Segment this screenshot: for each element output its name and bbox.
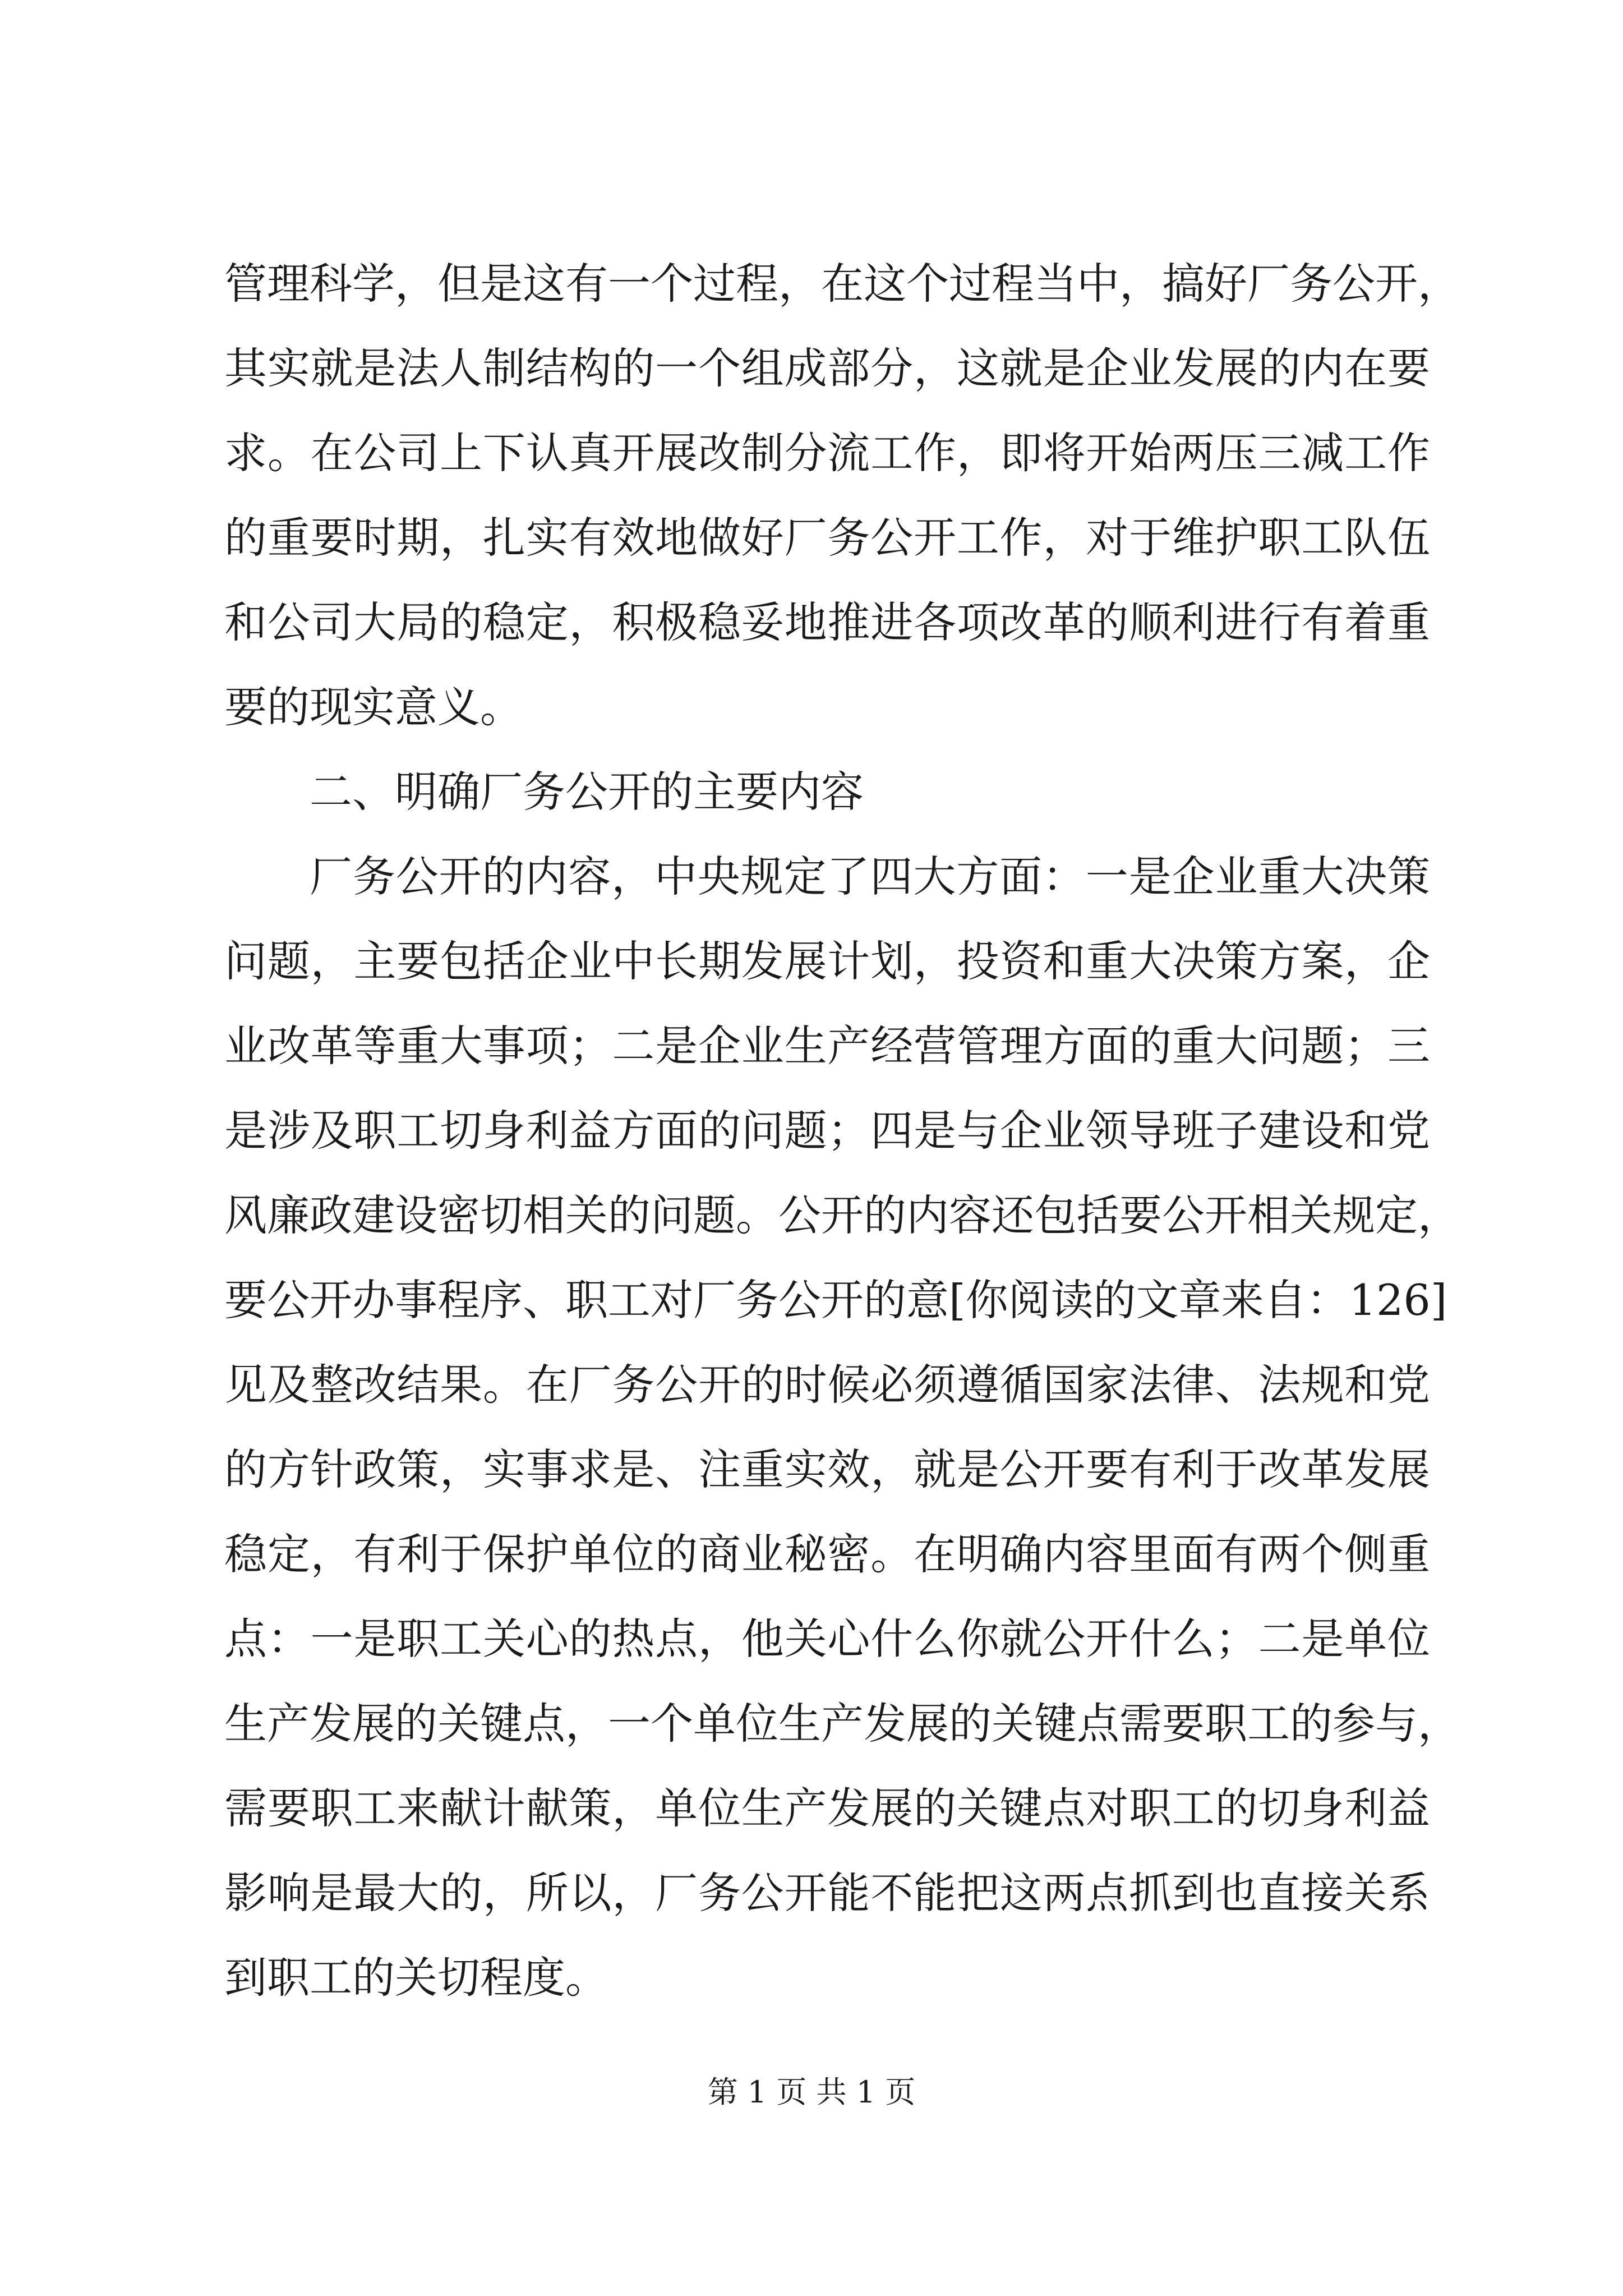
document-body — [224, 241, 1460, 2020]
text-line: 问题，主要包括企业中长期发展计划，投资和重大决策方案，企 — [224, 936, 1430, 986]
section-heading: 二、明确厂务公开的主要内容 — [310, 767, 864, 817]
text-line: 其实就是法人制结构的一个组成部分，这就是企业发展的内在要 — [224, 343, 1430, 393]
page-number-footer: 第 1 页 共 1 页 — [707, 2074, 916, 2110]
text-line: 点：一是职工关心的热点，他关心什么你就公开什么；二是单位 — [224, 1614, 1430, 1664]
text-line: 要的现实意义。 — [224, 682, 523, 732]
text-line: 风廉政建设密切相关的问题。公开的内容还包括要公开相关规定， — [224, 1190, 1460, 1240]
text-line: 厂务公开的内容，中央规定了四大方面：一是企业重大决策 — [310, 852, 1430, 901]
text-line: 的方针政策，实事求是、注重实效，就是公开要有利于改革发展 — [224, 1444, 1430, 1494]
text-line: 到职工的关切程度。 — [224, 1953, 608, 2003]
text-line: 需要职工来献计献策，单位生产发展的关键点对职工的切身利益 — [224, 1783, 1430, 1833]
text-line: 影响是最大的，所以，厂务公开能不能把这两点抓到也直接关系 — [224, 1868, 1430, 1918]
text-line: 求。在公司上下认真开展改制分流工作，即将开始两压三减工作 — [224, 428, 1430, 478]
text-line: 生产发展的关键点，一个单位生产发展的关键点需要职工的参与， — [224, 1699, 1460, 1749]
text-line: 稳定，有利于保护单位的商业秘密。在明确内容里面有两个侧重 — [224, 1529, 1430, 1579]
text-line: 要公开办事程序、职工对厂务公开的意[你阅读的文章来自：126] — [224, 1275, 1447, 1325]
text-line: 和公司大局的稳定，积极稳妥地推进各项改革的顺利进行有着重 — [224, 597, 1430, 647]
text-line: 业改革等重大事项；二是企业生产经营管理方面的重大问题；三 — [224, 1021, 1430, 1071]
text-line: 是涉及职工切身利益方面的问题；四是与企业领导班子建设和党 — [224, 1106, 1430, 1156]
text-line: 的重要时期，扎实有效地做好厂务公开工作，对于维护职工队伍 — [224, 513, 1430, 563]
text-line: 见及整改结果。在厂务公开的时候必须遵循国家法律、法规和党 — [224, 1360, 1430, 1410]
text-line: 管理科学，但是这有一个过程，在这个过程当中，搞好厂务公开， — [224, 259, 1460, 309]
